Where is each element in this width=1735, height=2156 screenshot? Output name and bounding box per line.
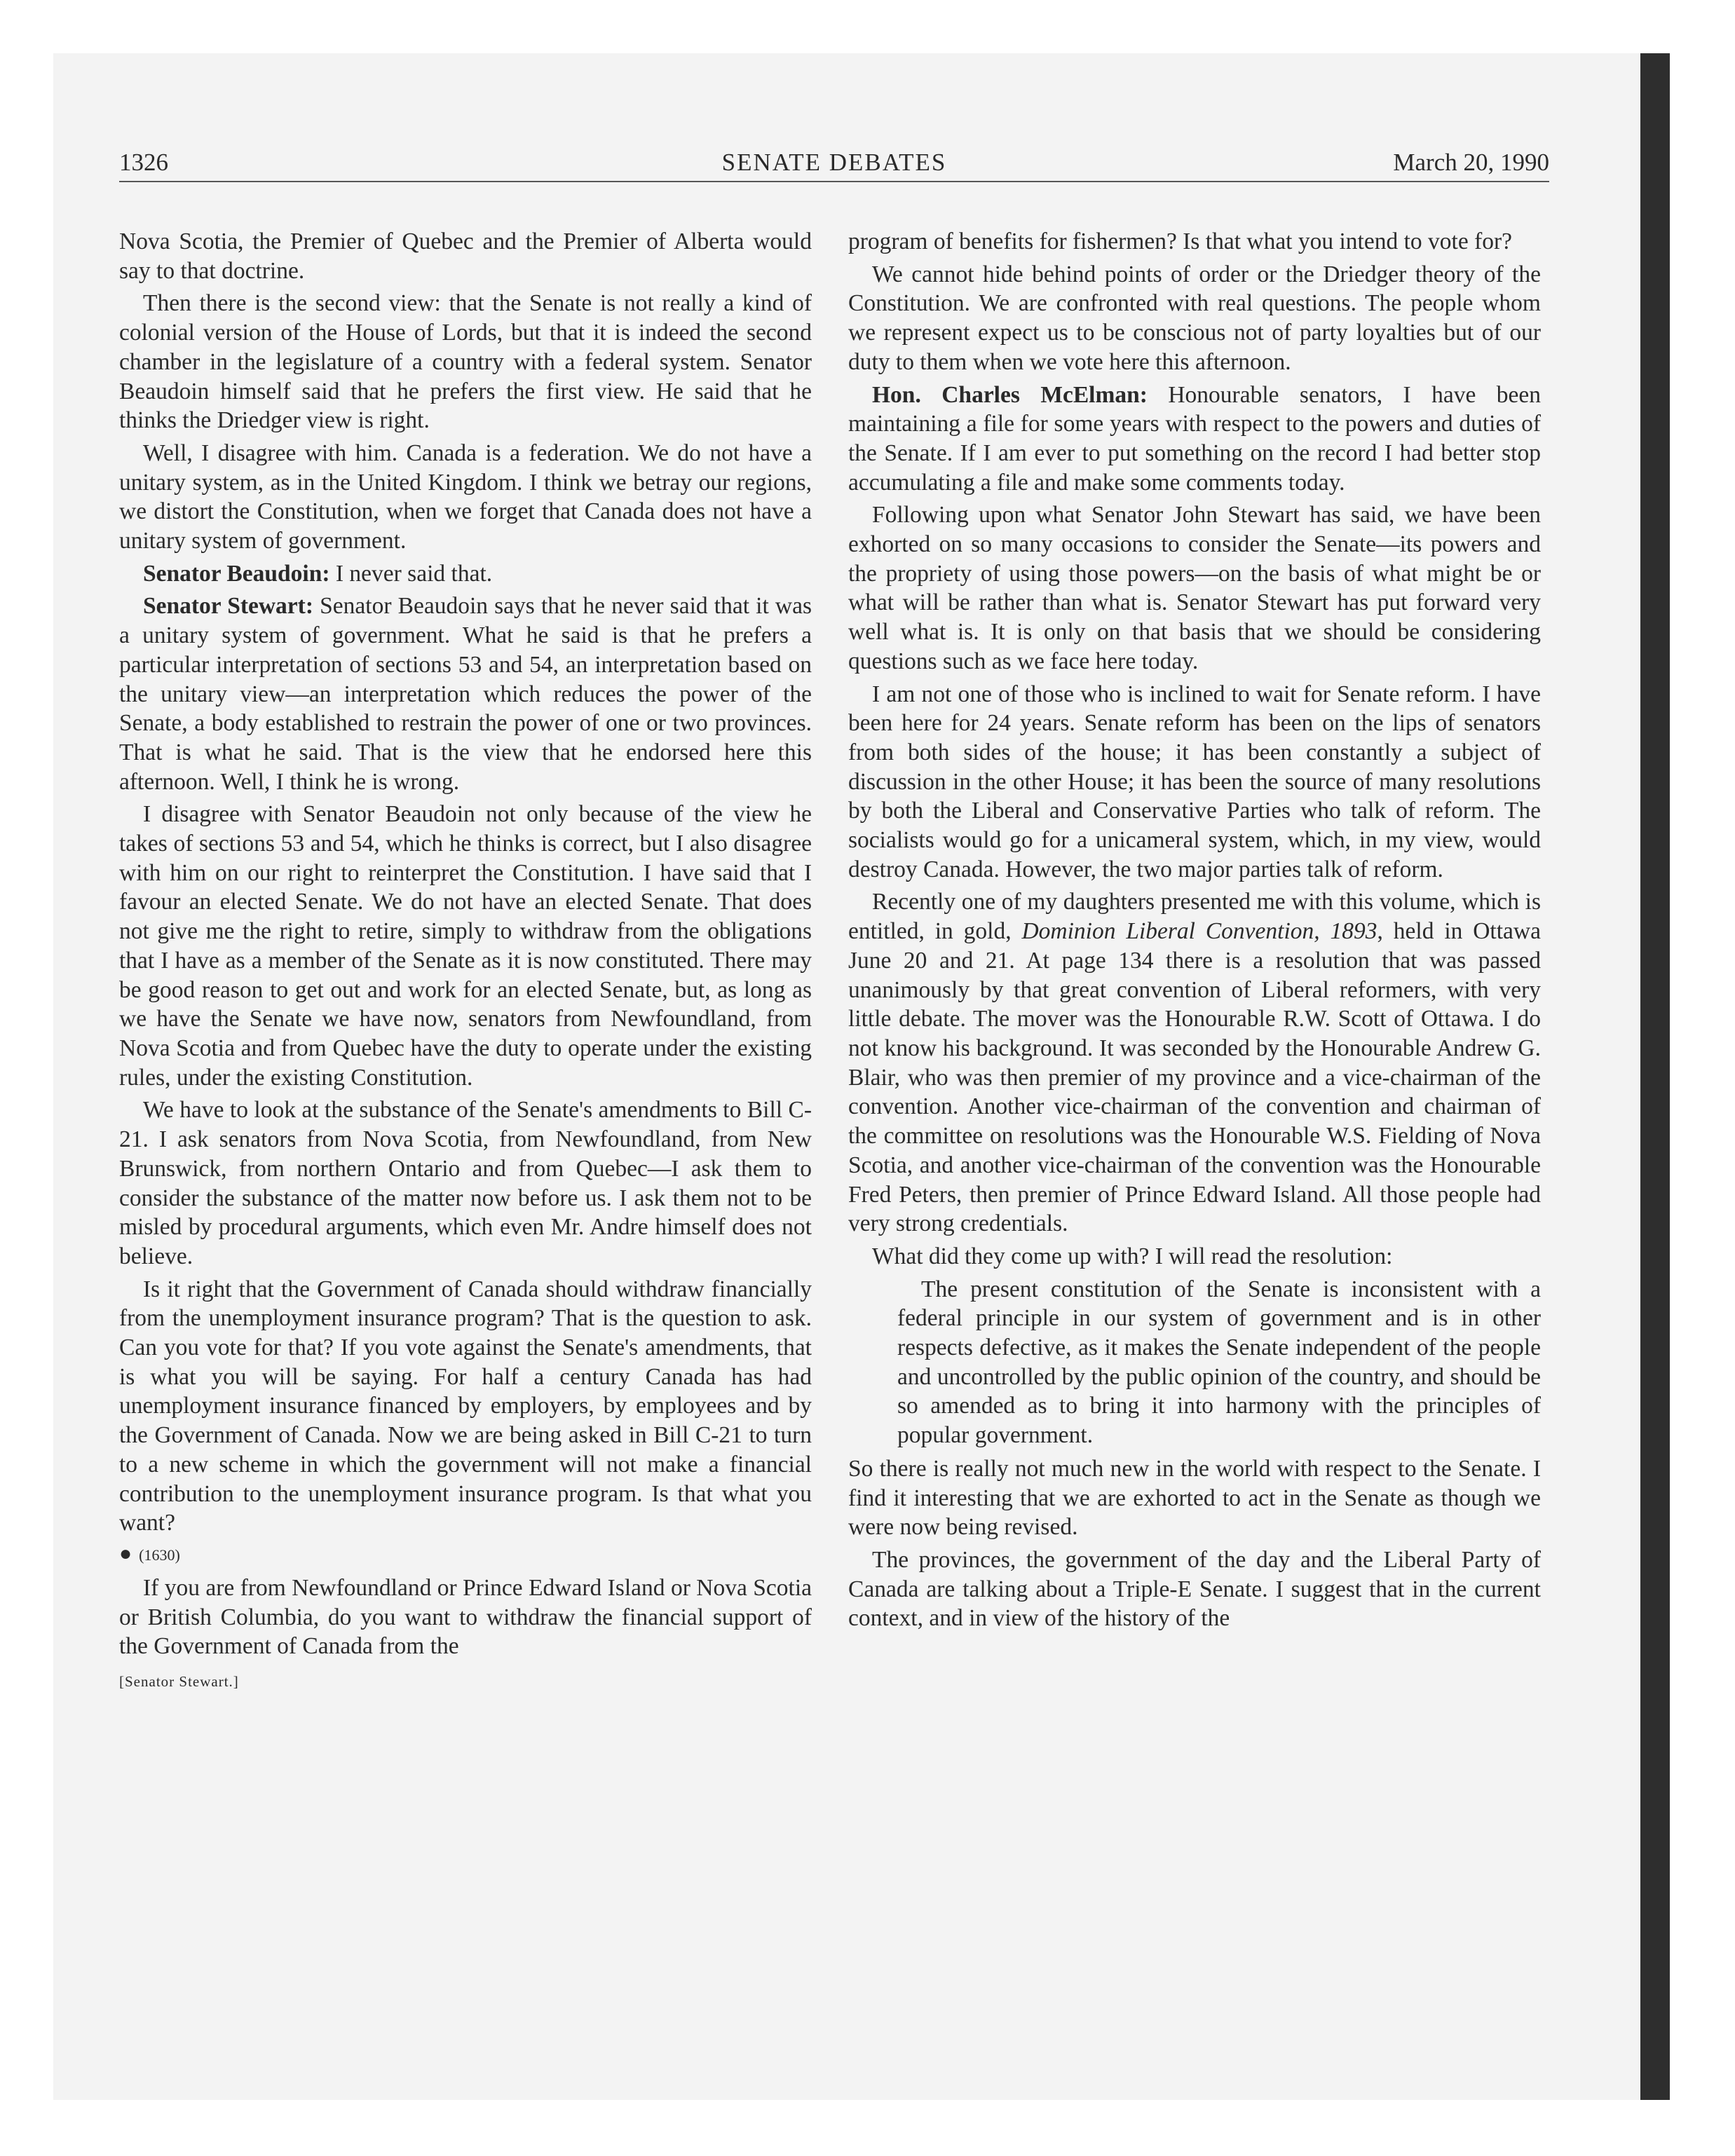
block-quote: The present constitution of the Senate is inconsistent with a federal principle in our system of government and is in other respects defective, as it makes the Senate independent of the people and uncontrolled by the public opinion of the country, and should be so amended as to bring it into harmony with the principles of popular government. bbox=[897, 1276, 1541, 1449]
running-header bbox=[119, 144, 1549, 181]
time-marker-text: (1630) bbox=[139, 1546, 180, 1564]
speech-text: I never said that. bbox=[335, 560, 493, 587]
paragraph: Nova Scotia, the Premier of Quebec and the Premier of Alberta would say to that doctrine. bbox=[119, 228, 812, 284]
paragraph: So there is really not much new in the world with respect to the Senate. I find it interesting that we are exhorted to act in the Senate as though we were now being revised. bbox=[848, 1455, 1541, 1541]
book-title: Dominion Liberal Convention, 1893 bbox=[1021, 918, 1377, 945]
page-number: 1326 bbox=[119, 149, 168, 176]
paragraph: The provinces, the government of the day and the Liberal Party of Canada are talking about a Triple-E Senate. I suggest that in the current context, and in view of the history of the bbox=[848, 1546, 1541, 1632]
text-run: Recently one of my daughters presented me with this volume, which is entitled, in gold, bbox=[848, 889, 1541, 945]
paragraph: If you are from Newfoundland or Prince Edward Island or Nova Scotia or British Columbia, do you want to withdraw the financial support of the Government of Canada from the bbox=[119, 1574, 812, 1660]
paragraph: What did they come up with? I will read the resolution: bbox=[872, 1243, 1393, 1269]
paragraph: Well, I disagree with him. Canada is a federation. We do not have a unitary system, as in the United Kingdom. I think we betray our regions, we distort the Constitution, when we forget that Canada does not have a unitary system of government. bbox=[119, 439, 812, 554]
header-rule bbox=[119, 181, 1549, 182]
paragraph: Is it right that the Government of Canada should withdraw financially from the unemployment insurance program? That is the question to ask. Can you vote for that? If you vote against the Senate's amendments, that is what you will be saying. For half a century Canada has had unemployment insurance financed by employers, by employees and by the Government of Canada. Now we are being asked in Bill C-21 to turn to a new scheme in which the government will not make a financial contribution to the unemployment insurance program. Is that what you want? bbox=[119, 1276, 812, 1536]
right-column bbox=[848, 227, 1541, 1637]
paragraph: I disagree with Senator Beaudoin not only because of the view he takes of sections 53 and 54, which he thinks is correct, but I also disagree with him on our right to reinterpret the Constitution. I have said that I favour an elected Senate. We do not have an elected Senate. That does not give me the right to retire, simply to withdraw from the obligations that I have as a member of the Senate as it is now constituted. There may be good reason to get out and work for an elected Senate, but, as long as we have the Senate we have now, senators from Newfoundland, from Nova Scotia and from Quebec have the duty to operate under the existing rules, under the existing Constitution. bbox=[119, 801, 812, 1091]
bullet-icon: ● bbox=[119, 1541, 132, 1565]
publication-title: SENATE DEBATES bbox=[721, 149, 947, 176]
paragraph: Then there is the second view: that the Senate is not really a kind of colonial version of the House of Lords, but that it is indeed the second chamber in the legislature of a country with a federal system. Senator Beaudoin himself said that he prefers the first view. He said that he thinks the Driedger view is right. bbox=[119, 290, 812, 434]
speech-text: Senator Beaudoin says that he never said that it was a unitary system of government. What he said is that he prefers a particular interpretation of sections 53 and 54, an interpretation based on the unitary view—an interpretation which reduces the power of the Senate, a body established to restrain the power of one or two provinces. That is what he said. That is the view that he endorsed here this afternoon. Well, I think he is wrong. bbox=[119, 593, 812, 795]
header-date: March 20, 1990 bbox=[1393, 149, 1549, 176]
speaker-name: Senator Beaudoin: bbox=[143, 560, 330, 587]
paragraph: program of benefits for fishermen? Is that what you intend to vote for? bbox=[848, 228, 1513, 254]
paragraph: We cannot hide behind points of order or the Driedger theory of the Constitution. We are confronted with real questions. The people whom we represent expect us to be conscious not of party loyalties but of our duty to them when we vote here this afternoon. bbox=[848, 261, 1541, 375]
text-run: , held in Ottawa June 20 and 21. At page 134 there is a resolution that was passed unanimously by that great convention of Liberal reformers, with very little debate. The mover was the Honourable R.W. Scott of Ottawa. I do not know his background. It was seconded by the Honourable Andrew G. Blair, who was then premier of my province and a vice-chairman of the convention. Another vice-chairman of the convention and chairman of the committee on resolutions was the Honourable W.S. Fielding of Nova Scotia, and another vice-chairman of the convention was the Honourable Fred Peters, then premier of Prince Edward Island. All those people had very strong credentials. bbox=[848, 918, 1541, 1237]
speaker-name: Senator Stewart: bbox=[143, 593, 313, 620]
speech-paragraph bbox=[119, 592, 812, 796]
left-column bbox=[119, 227, 812, 1692]
speech-paragraph bbox=[119, 559, 812, 589]
scan-edge-shadow bbox=[1640, 53, 1670, 2100]
speaker-footnote: [Senator Stewart.] bbox=[119, 1673, 239, 1691]
paragraph: I am not one of those who is inclined to wait for Senate reform. I have been here for 24 years. Senate reform has been on the lips of senators from both sides of the house; it has been constantly a subject of discussion in the other House; it has been the source of many resolutions by both the Liberal and Conservative Parties who talk of reform. The socialists would go for a unicameral system, which, in my view, would destroy Canada. However, the two major parties talk of reform. bbox=[848, 681, 1541, 882]
paragraph bbox=[848, 887, 1541, 1238]
speech-text: Honourable senators, I have been maintaining a file for some years with respect to the powers and duties of the Senate. If I am ever to put something on the record I had better stop accumulating a file and make some comments today. bbox=[848, 381, 1541, 496]
speech-paragraph bbox=[848, 381, 1541, 498]
time-marker bbox=[119, 1541, 812, 1568]
paragraph: We have to look at the substance of the Senate's amendments to Bill C-21. I ask senators from Nova Scotia, from Newfoundland, from New Brunswick, from northern Ontario and from Quebec—I ask them to consider the substance of the matter now before us. I ask them not to be misled by procedural arguments, which even Mr. Andre himself does not believe. bbox=[119, 1097, 812, 1269]
speaker-name: Hon. Charles McElman: bbox=[872, 381, 1148, 408]
paragraph: Following upon what Senator John Stewart has said, we have been exhorted on so many occasions to consider the Senate—its powers and the propriety of using those powers—on the basis of what might be or what will be rather than what is. Senator Stewart has put forward very well what is. It is only on that basis that we should be considering questions such as we face here today. bbox=[848, 502, 1541, 674]
